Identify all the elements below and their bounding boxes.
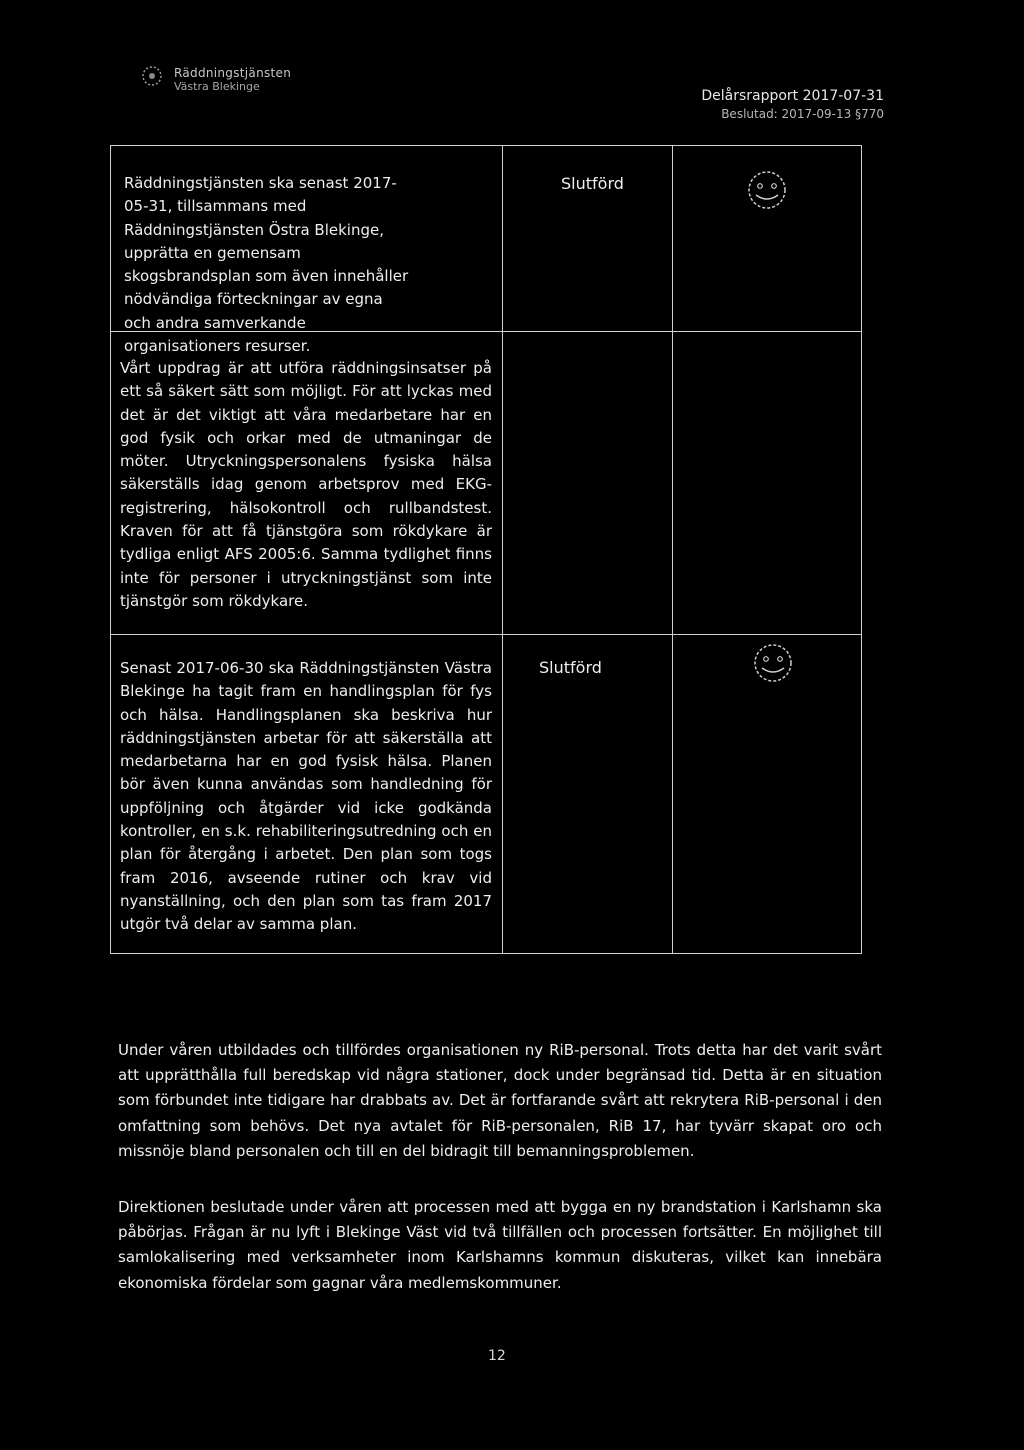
table-border-top [110, 145, 862, 146]
table-border-bottom [110, 953, 862, 954]
logo-emblem-icon [140, 64, 164, 90]
table-row-1-text: Räddningstjänsten ska senast 2017-05-31, tillsammans med Räddningstjänsten Östra Blekinge, upprätta en gemensam skogsbrandsplan som även innehåller nödvändiga förteckningar av egna och andra samverkande organisationers resurser. [124, 174, 409, 356]
organization-name: Räddningstjänsten [174, 66, 292, 80]
report-title: Delårsrapport 2017-07-31 [701, 88, 884, 104]
body-paragraph-2: Direktionen beslutade under våren att processen med att bygga en ny brandstation i Karlshamn ska påbörjas. Frågan är nu lyft i Blekinge Väst vid två tillfällen och processen fortsätter. En möjlighet till samlokalisering med verksamheter inom Karlshamns kommun diskuteras, vilket kan innebära ekonomiska fördelar som gagnar våra medlemskommuner. [118, 1198, 882, 1292]
report-decision: Beslutad: 2017-09-13 §770 [721, 107, 884, 121]
table-row-3-status: Slutförd [539, 658, 602, 677]
status-table [110, 145, 862, 955]
table-border-right [861, 145, 862, 954]
table-row-1-status: Slutförd [561, 174, 624, 193]
organization-logo [140, 62, 320, 98]
organization-region: Västra Blekinge [174, 80, 260, 93]
smiley-icon [749, 642, 797, 684]
table-column-divider [502, 145, 503, 954]
page-number: 12 [488, 1348, 506, 1364]
body-paragraph-1: Under våren utbildades och tillfördes organisationen ny RiB-personal. Trots detta har det varit svårt att upprätthålla full beredskap vid några stationer, dock under begränsad tid. Detta är en situation som förbundet inte tidigare har drabbats av. Det är fortfarande svårt att rekrytera RiB-personal i den omfattning som behövs. Det nya avtalet för RiB-personalen, RiB 17, har tyvärr skapat oro och missnöje bland personalen och till en del bidragit till bemanningsproblemen. [118, 1041, 882, 1160]
table-column-divider [672, 145, 673, 954]
table-row-3-text: Senast 2017-06-30 ska Räddningstjänsten Västra Blekinge ha tagit fram en handlingsplan för fys och hälsa. Handlingsplanen ska beskriva hur räddningstjänsten arbetar för att säkerställa att medarbetarna har en god fysisk hälsa. Planen bör även kunna användas som handledning för uppföljning och åtgärder vid icke godkända kontroller, en s.k. rehabiliteringsutredning och en plan för återgång i arbetet. Den plan som togs fram 2016, avseende rutiner och krav vid nyanställning, och den plan som tas fram 2017 utgör två delar av samma plan. [120, 659, 492, 934]
table-row-2-text: Vårt uppdrag är att utföra räddningsinsatser på ett så säkert sätt som möjligt. För att lyckas med det är det viktigt att våra medarbetare har en god fysik och orkar med de utmaningar de möter. Utryckningspersonalens fysiska hälsa säkerställs idag genom arbetsprov med EKG-registrering, hälsokontroll och rullbandstest. Kraven för att få tjänstgöra som rökdykare är tydliga enligt AFS 2005:6. Samma tydlighet finns inte för personer i utryckningstjänst som inte tjänstgör som rökdykare. [120, 359, 492, 610]
table-row-divider [110, 634, 862, 635]
smiley-icon [743, 169, 791, 211]
table-border-left [110, 145, 111, 954]
